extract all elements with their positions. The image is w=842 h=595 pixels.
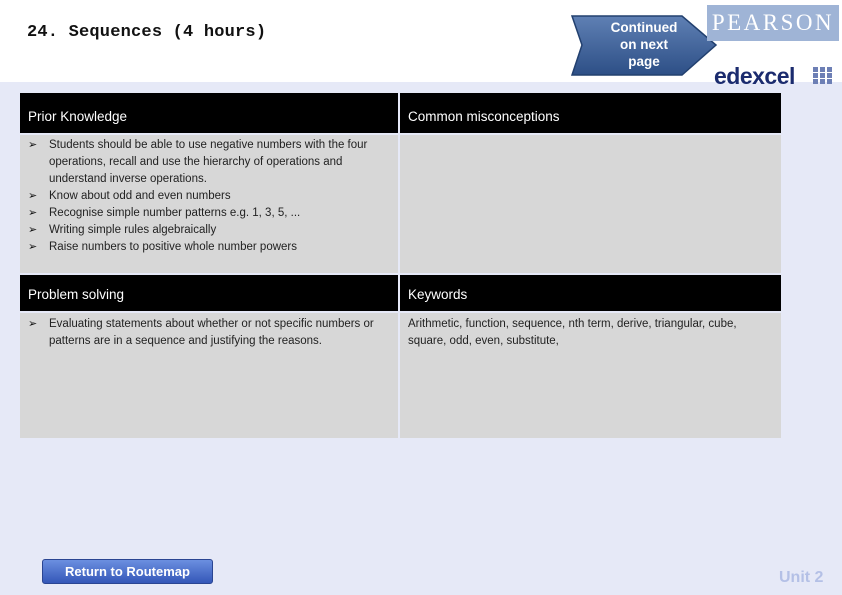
edexcel-grid-icon <box>813 67 833 85</box>
continued-next-page-arrow[interactable] <box>570 14 718 77</box>
keywords-body: Arithmetic, function, sequence, nth term, derive, triangular, cube, square, odd, even, substitute, <box>400 313 781 438</box>
list-item: ➢ Writing simple rules algebraically <box>20 222 388 239</box>
unit-label: Unit 2 <box>779 569 824 586</box>
edexcel-logo <box>712 63 838 89</box>
return-to-routemap-button[interactable]: Return to Routemap <box>42 559 213 584</box>
prior-knowledge-body <box>20 135 398 273</box>
misconceptions-body <box>400 135 781 273</box>
list-item: ➢ Evaluating statements about whether or not specific numbers or patterns are in a sequence and justifying the reasons. <box>20 316 388 350</box>
prior-knowledge-heading: Prior Knowledge <box>20 93 398 133</box>
continued-label: Continued on next page <box>610 20 678 69</box>
edexcel-wordmark: edexcel <box>714 63 795 89</box>
keywords-heading: Keywords <box>400 275 781 311</box>
list-item: ➢ Students should be able to use negative numbers with the four operations, recall and use the hierarchy of operations and understand inverse operations. <box>20 137 388 188</box>
list-item: ➢ Raise numbers to positive whole number powers <box>20 239 388 256</box>
list-item: ➢ Recognise simple number patterns e.g. 1, 3, 5, ... <box>20 205 388 222</box>
problem-solving-heading: Problem solving <box>20 275 398 311</box>
problem-solving-body <box>20 313 398 438</box>
list-item: ➢ Know about odd and even numbers <box>20 188 388 205</box>
page-title: 24. Sequences (4 hours) <box>27 23 267 42</box>
page-header <box>0 0 842 89</box>
pearson-logo: PEARSON <box>707 5 839 41</box>
misconceptions-heading: Common misconceptions <box>400 93 781 133</box>
